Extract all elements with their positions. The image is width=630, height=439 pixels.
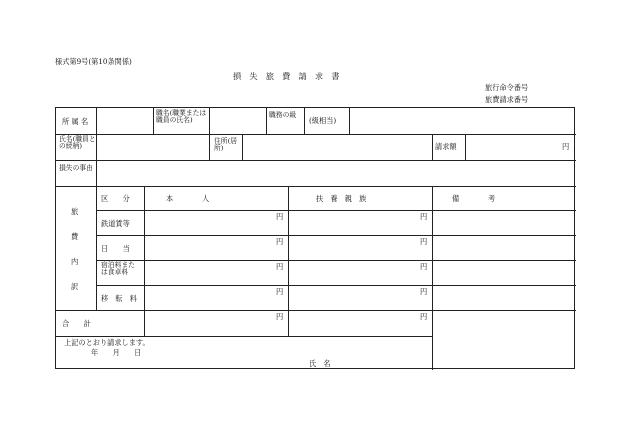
claim-amount-label: 請求額 [435,142,457,151]
dependents-header: 扶 養 親 族 [316,194,367,203]
col-divider [266,108,267,134]
relocation-fee-label: 移 転 料 [101,294,137,303]
col-divider [432,134,433,160]
row-divider [96,235,576,236]
row-divider [96,260,576,261]
dependents-yen: 円 [420,212,428,221]
name-relationship-label: 氏名(職員との続柄) [59,135,96,151]
total-label: 合 計 [62,319,91,328]
claim-statement: 上記のとおり請求します。 [64,338,150,347]
col-divider [242,134,243,160]
row-divider [96,210,576,211]
travel-order-number-label: 旅行命令番号 [485,83,529,92]
duty-grade-label: 職務の級 [269,111,297,119]
col-divider [209,134,210,160]
signature-label: 氏 名 [309,359,331,368]
col-divider [349,108,350,134]
dependents-yen: 円 [420,262,428,271]
principal-yen: 円 [276,212,284,221]
principal-yen: 円 [276,237,284,246]
total-principal-yen: 円 [276,312,284,321]
claim-form-table [55,107,575,369]
col-divider [96,186,97,310]
col-divider [209,108,210,134]
breakdown-label-char: 費 [71,232,79,241]
col-divider [465,134,466,160]
col-divider [304,108,305,134]
row-divider [56,160,576,161]
address-label: 住所(居所) [214,137,238,153]
col-divider [153,108,154,134]
principal-yen: 円 [276,262,284,271]
daily-allowance-label: 日 当 [101,244,130,253]
row-divider [56,186,576,187]
form-title: 損 失 旅 費 請 求 書 [233,71,340,81]
breakdown-label-char: 訳 [71,282,79,291]
dependents-yen: 円 [420,287,428,296]
col-divider [96,108,97,160]
row-divider [56,336,432,337]
category-header: 区 分 [101,194,130,203]
lodging-meal-label: 宿泊料または食卓料 [101,261,135,277]
row-divider [96,285,576,286]
col-divider [288,186,289,336]
remarks-header: 備 考 [452,194,496,203]
principal-yen: 円 [276,287,284,296]
department-label: 所 属 名 [62,117,89,126]
dependents-yen: 円 [420,237,428,246]
col-divider [432,186,433,370]
breakdown-label-char: 内 [71,257,79,266]
row-divider [56,310,576,311]
row-divider [56,134,576,135]
job-name-label: 職名(職業または職員の氏名) [156,109,207,125]
col-divider [144,186,145,336]
claim-amount-yen: 円 [562,142,570,151]
principal-header: 本 人 [166,194,210,203]
form-reference: 様式第9号(第10条関係) [55,57,132,66]
loss-reason-label: 損失の事由 [59,164,93,172]
railway-fare-label: 鉄道賃等 [101,219,130,228]
grade-equivalent-label: (級相当) [309,116,337,125]
breakdown-label-char: 旅 [71,207,79,216]
claim-date: 年 月 日 [91,348,142,357]
expense-claim-number-label: 旅費請求番号 [485,95,529,104]
col-divider [96,160,97,186]
total-dependents-yen: 円 [420,312,428,321]
